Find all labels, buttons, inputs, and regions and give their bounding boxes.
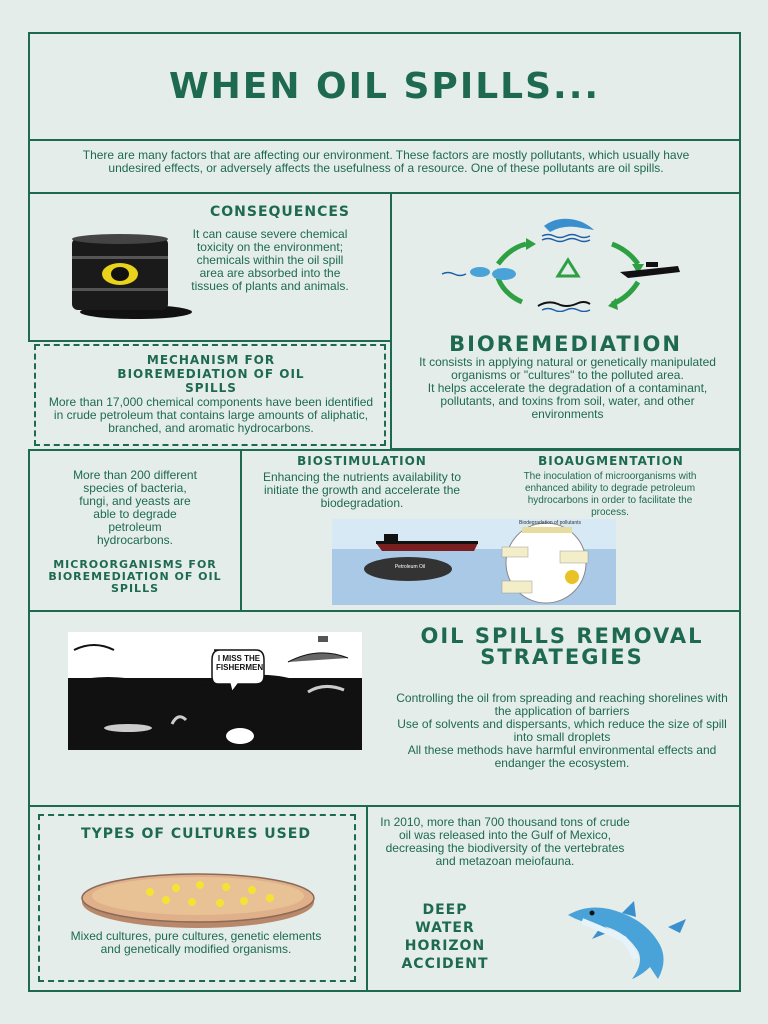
intro-text: There are many factors that are affecting our environment. These factors are mostly pollutants, which usually have undesired effects, or adversely affects the usefulness of a resource. One of these pollutants are oil spills.: [82, 148, 690, 175]
cultures-text: Mixed cultures, pure cultures, genetic elements and genetically modified organisms.: [70, 929, 322, 956]
deepwater-text: In 2010, more than 700 thousand tons of crude oil was released into the Gulf of Mexico, decreasing the biodiversity of the vertebrates and metazoan meiofauna.: [380, 815, 630, 868]
mechanism-heading: MECHANISM FOR BIOREMEDIATION OF OIL SPILLS: [117, 353, 305, 395]
consequences-box: [28, 192, 392, 342]
removal-text: Controlling the oil from spreading and reaching shorelines with the application of barriers Use of solvents and dispersants, which reduce the size of spill into small droplets All these methods have harmful environmental effects and endanger the ecosystem.: [396, 691, 728, 770]
bioaugmentation-heading: BIOAUGMENTATION: [538, 454, 684, 468]
recycle-icon: [558, 260, 578, 276]
diagram-oil-label: Petroleum Oil: [394, 564, 426, 570]
removal-heading: OIL SPILLS REMOVAL STRATEGIES: [420, 624, 704, 669]
biostimulation-text: Enhancing the nutrients availability to initiate the growth and accelerate the biodegradation.: [262, 470, 462, 510]
biodegradation-diagram: [332, 519, 616, 605]
ship-icon: [620, 262, 680, 278]
mechanism-text: More than 17,000 chemical components have been identified in crude petroleum that contains large amounts of aliphatic, branched, and aromatic hydrocarbons.: [48, 395, 374, 435]
bioremediation-box: [390, 192, 741, 450]
bioremediation-cycle-graphic: [432, 212, 692, 312]
microorganisms-box: [28, 449, 242, 612]
petri-dish-icon: [80, 870, 316, 930]
dolphin-icon: [562, 899, 692, 985]
deepwater-heading: DEEP WATER HORIZON ACCIDENT: [401, 902, 489, 972]
consequences-heading: CONSEQUENCES: [209, 204, 350, 220]
oil-barrel-icon: [66, 232, 194, 320]
cartoon-speech-bubble: I MISS THE FISHERMEN: [216, 654, 264, 672]
intro-box: [28, 139, 741, 194]
bioremediation-heading: BIOREMEDIATION: [449, 332, 682, 356]
page-title: WHEN OIL SPILLS...: [168, 66, 601, 107]
removal-box: [28, 610, 741, 807]
bioaugmentation-text: The inoculation of microorganisms with enhanced ability to degrade petroleum hydrocarbons in order to facilitate the process.: [523, 471, 697, 518]
microorganisms-heading: MICROORGANISMS FOR BIOREMEDIATION OF OIL SPILLS: [48, 558, 222, 595]
mechanism-box: [34, 344, 386, 446]
header-box: [28, 32, 741, 141]
oil-spill-cartoon: [68, 632, 362, 750]
bioremediation-text: It consists in applying natural or genetically manipulated organisms or "cultures" to the polluted area. It helps accelerate the degradation of a contaminant, pollutants, and toxins from soil, water, and other environments: [419, 355, 716, 421]
consequences-text: It can cause severe chemical toxicity on the environment; chemicals within the oil spill area are absorbed into the tissues of plants and animals.: [191, 227, 349, 293]
biostimulation-heading: BIOSTIMULATION: [297, 454, 427, 468]
microorganisms-text: More than 200 different species of bacteria, fungi, and yeasts are able to degrade petroleum hydrocarbons.: [73, 468, 197, 547]
cultures-box: [38, 814, 356, 982]
deepwater-box: [366, 805, 741, 992]
diagram-panel-title: Biodegradation of pollutants: [519, 520, 581, 526]
dolphin-icon: [544, 219, 594, 232]
cultures-heading: TYPES OF CULTURES USED: [81, 826, 311, 842]
biostimulation-box: [240, 449, 741, 612]
